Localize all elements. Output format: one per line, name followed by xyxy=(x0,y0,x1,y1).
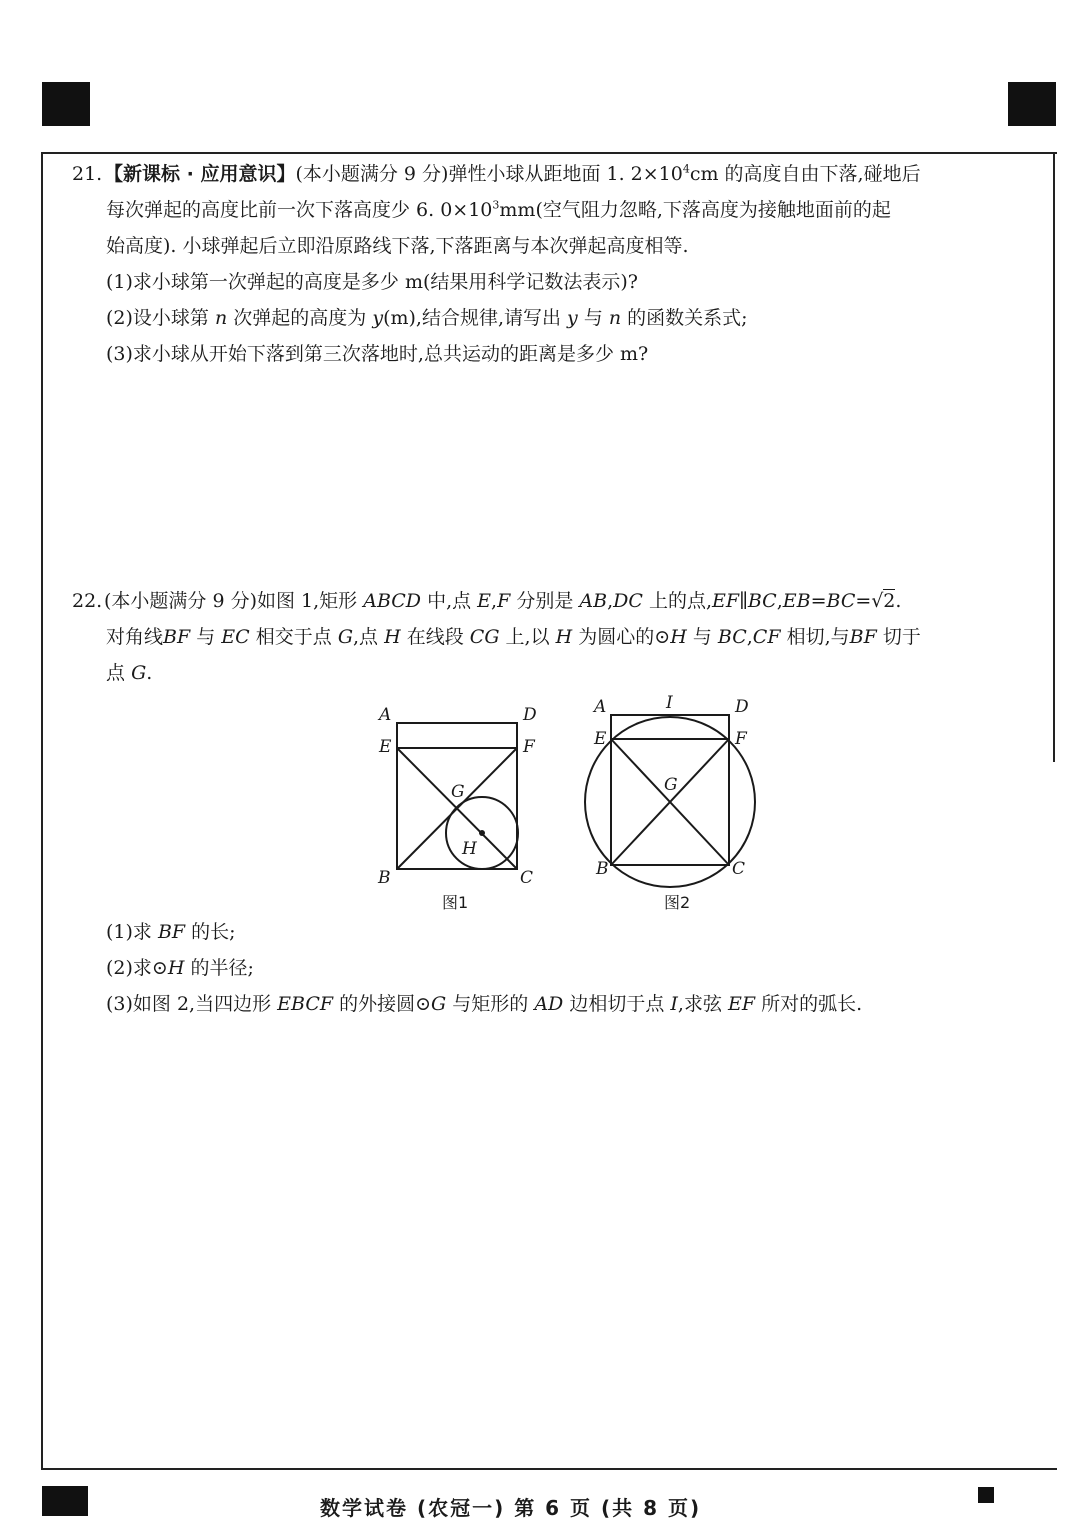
var-bc-2: BC xyxy=(826,590,856,612)
q22-line2-e: 在线段 xyxy=(406,626,464,648)
fig1-label-c: C xyxy=(520,868,534,888)
q21-part-3: (3)求小球从开始下落到第三次落地时,总共运动的距离是多少 m? xyxy=(106,343,649,365)
fig2-label-g: G xyxy=(664,775,678,795)
var-g: G xyxy=(337,626,353,648)
var-bf-3: BF xyxy=(157,921,186,943)
q22-part-3 xyxy=(72,986,862,1022)
q22-period: . xyxy=(895,590,902,612)
q22-comma3: , xyxy=(776,590,783,612)
q21-number: 21. xyxy=(72,163,103,185)
registration-mark-top-right xyxy=(1008,82,1056,126)
fig1-center-h-dot xyxy=(479,830,485,836)
fig2-label-c: C xyxy=(732,859,746,879)
q22-line2-d: ,点 xyxy=(353,626,379,648)
var-i: I xyxy=(670,993,678,1015)
var-cf: CF xyxy=(752,626,781,648)
fig1-label-e: E xyxy=(379,737,392,757)
q22-part-1 xyxy=(72,914,862,950)
fig1-label-h: H xyxy=(462,839,477,859)
sqrt-radicand: 2 xyxy=(883,590,896,612)
q22-part3-c: 与矩形的 xyxy=(452,993,529,1015)
fig1-caption: 图1 xyxy=(442,893,469,912)
q22-line2-i: 相切,与 xyxy=(786,626,850,648)
geometry-figures xyxy=(360,690,790,920)
var-g-2: G xyxy=(131,662,147,684)
fig2-label-b: B xyxy=(596,859,609,879)
q21-part-1: (1)求小球第一次弹起的高度是多少 m(结果用科学记数法表示)? xyxy=(106,271,638,293)
q22-comma4: , xyxy=(746,626,753,648)
sqrt-icon xyxy=(871,583,895,619)
fig1-label-g: G xyxy=(451,782,465,802)
q21-exp-3: 3 xyxy=(492,198,500,212)
q22-line1-b: 中,点 xyxy=(427,590,472,612)
fig2-caption: 图2 xyxy=(664,893,691,912)
q21-part2-c: (m),结合规律,请写出 xyxy=(383,307,561,329)
fig2-label-e: E xyxy=(594,729,607,749)
registration-mark-bottom-right xyxy=(978,1487,994,1503)
q22-line2-a: 对角线 xyxy=(106,626,164,648)
q21-line2-a: 每次弹起的高度比前一次下落高度少 6. 0×10 xyxy=(106,199,493,221)
fig1-label-d: D xyxy=(523,705,537,725)
q22-line3-a: 点 xyxy=(106,662,126,684)
question-22 xyxy=(72,583,921,691)
q21-tag: 【新课标 · 应用意识】 xyxy=(104,163,296,185)
q22-line3-b: . xyxy=(146,662,153,684)
var-ef: EF xyxy=(712,590,740,612)
var-g-3: G xyxy=(431,993,447,1015)
q22-part2-b: 的半径; xyxy=(190,957,254,979)
q21-exp-4: 4 xyxy=(682,162,690,176)
question-21 xyxy=(72,156,921,372)
var-dc: DC xyxy=(613,590,643,612)
var-h: H xyxy=(384,626,401,648)
parallel-symbol: ∥ xyxy=(739,590,748,612)
fig2-label-a: A xyxy=(594,697,607,717)
var-n-2: n xyxy=(608,307,622,329)
q22-part3-f: 所对的弧长. xyxy=(761,993,863,1015)
var-ebcf: EBCF xyxy=(277,993,334,1015)
fig1-label-b: B xyxy=(378,868,391,888)
var-y: y xyxy=(372,307,384,329)
var-h-4: H xyxy=(167,957,185,979)
q21-part2-a: (2)设小球第 xyxy=(106,307,209,329)
fig2-label-i: I xyxy=(666,693,673,713)
var-ab: AB xyxy=(579,590,608,612)
q21-part-2 xyxy=(72,300,921,336)
var-ad: AD xyxy=(534,993,564,1015)
var-eb: EB xyxy=(782,590,811,612)
var-ef-2: EF xyxy=(728,993,756,1015)
q22-line2-c: 相交于点 xyxy=(255,626,332,648)
registration-mark-top-left xyxy=(42,82,90,126)
q21-line2-b: mm(空气阻力忽略,下落高度为接触地面前的起 xyxy=(499,199,891,221)
fig1-label-a: A xyxy=(379,705,392,725)
q22-line-3 xyxy=(72,655,921,691)
var-bc: BC xyxy=(747,590,777,612)
q22-part3-a: (3)如图 2,当四边形 xyxy=(106,993,272,1015)
q22-part-2 xyxy=(72,950,862,986)
q22-line1-c: 分别是 xyxy=(516,590,574,612)
var-bf-2: BF xyxy=(849,626,877,648)
var-cg: CG xyxy=(469,626,500,648)
q21-part2-d: 与 xyxy=(583,307,603,329)
var-f: F xyxy=(497,590,511,612)
fig2-label-f: F xyxy=(735,729,747,749)
q22-comma1: , xyxy=(491,590,498,612)
q22-line1-a: (本小题满分 9 分)如图 1,矩形 xyxy=(104,590,358,612)
q21-line-3: 始高度). 小球弹起后立即沿原路线下落,下落距离与本次弹起高度相等. xyxy=(106,235,689,257)
q22-part3-d: 边相切于点 xyxy=(569,993,665,1015)
var-h-3: H xyxy=(670,626,687,648)
var-n: n xyxy=(214,307,228,329)
q21-line-2 xyxy=(72,192,921,228)
var-y-2: y xyxy=(567,307,578,329)
q21-part2-b: 次弹起的高度为 xyxy=(233,307,367,329)
page-footer: 数学试卷 (农冠一) 第 6 页 (共 8 页) xyxy=(320,1496,702,1520)
q22-part2-a: (2)求⊙ xyxy=(106,957,168,979)
q22-line2-g: 为圆心的⊙ xyxy=(578,626,671,648)
q22-line2-f: 上,以 xyxy=(505,626,550,648)
equals-1: = xyxy=(810,590,827,612)
var-abcd: ABCD xyxy=(363,590,422,612)
var-bf: BF xyxy=(163,626,191,648)
figure-2 xyxy=(585,715,755,887)
q22-part3-e: ,求弦 xyxy=(677,993,722,1015)
var-e: E xyxy=(477,590,492,612)
q22-number: 22. xyxy=(72,590,103,612)
q21-stem-a: 弹性小球从距地面 1. 2×10 xyxy=(448,163,683,185)
q22-line-1 xyxy=(72,583,921,619)
fig2-label-d: D xyxy=(735,697,749,717)
var-bc-3: BC xyxy=(717,626,747,648)
var-ec: EC xyxy=(221,626,250,648)
q21-line-1 xyxy=(72,156,921,192)
q22-part1-a: (1)求 xyxy=(106,921,152,943)
q22-part1-b: 的长; xyxy=(191,921,236,943)
fig1-label-f: F xyxy=(523,737,535,757)
var-h-2: H xyxy=(555,626,573,648)
q21-points: (本小题满分 9 分) xyxy=(295,163,449,185)
answer-frame-right-edge xyxy=(1053,152,1055,762)
q22-line2-h: 与 xyxy=(692,626,712,648)
equals-2: = xyxy=(855,590,872,612)
q22-line1-d: 上的点, xyxy=(648,590,712,612)
q22-part3-b: 的外接圆⊙ xyxy=(339,993,432,1015)
q22-comma2: , xyxy=(607,590,614,612)
question-22-parts xyxy=(72,914,862,1022)
q22-line-2 xyxy=(72,619,921,655)
q22-line2-j: 切于 xyxy=(882,626,921,648)
q21-part2-e: 的函数关系式; xyxy=(627,307,748,329)
q22-line2-b: 与 xyxy=(196,626,216,648)
q21-stem-b: cm 的高度自由下落,碰地后 xyxy=(689,163,921,185)
registration-mark-bottom-left xyxy=(42,1486,88,1516)
